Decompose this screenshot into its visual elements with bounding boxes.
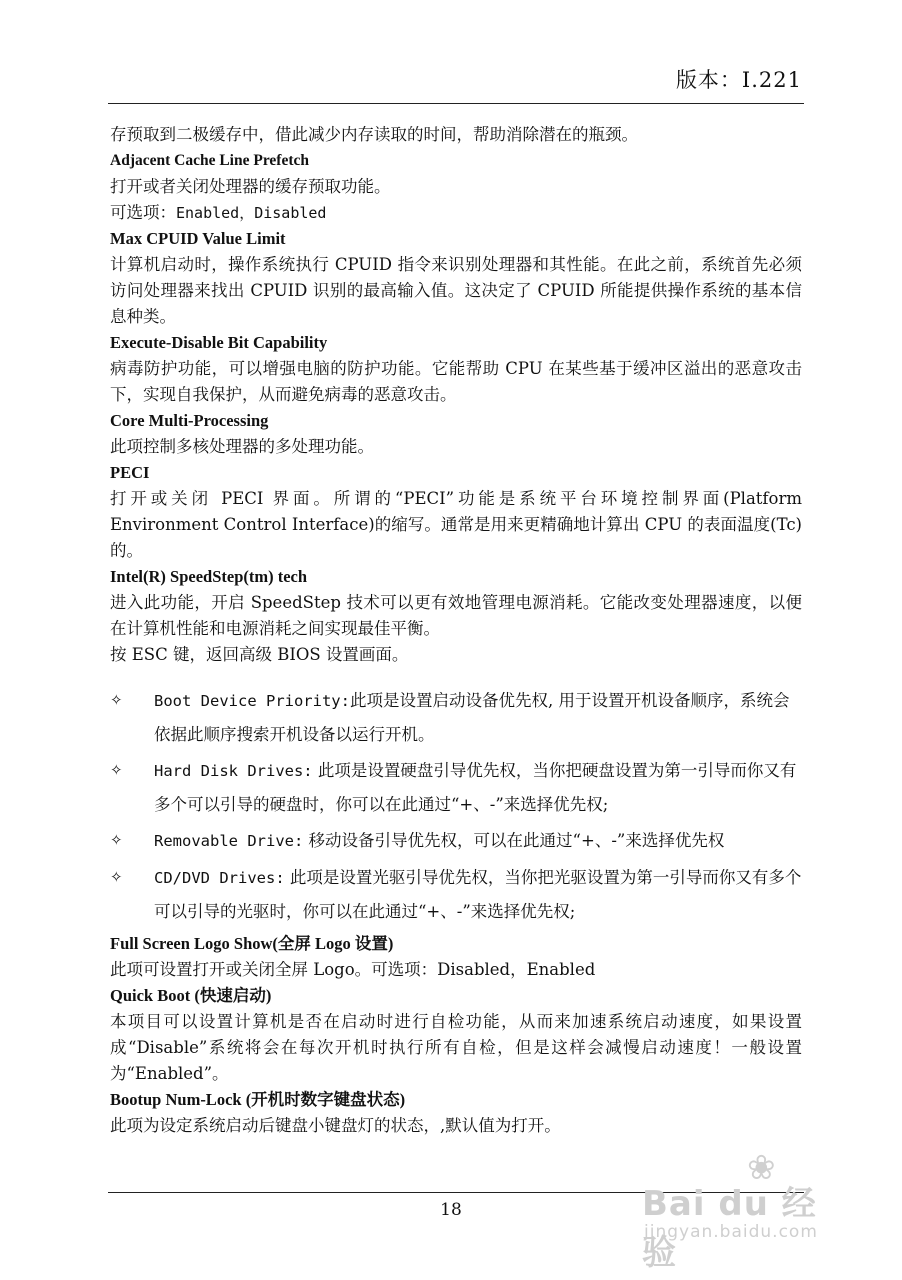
section-heading: Bootup Num-Lock (开机时数字键盘状态) (110, 1090, 406, 1109)
section-heading: Max CPUID Value Limit (110, 229, 286, 248)
paragraph: 本项目可以设置计算机是否在启动时进行自检功能，从而来加速系统启动速度，如果设置成“Disable”系统将会在每次开机时执行所有自检，但是这样会减慢启动速度！一般设置为“Enabled”。 (110, 1012, 802, 1083)
bullet-description: 移动设备引导优先权，可以在此通过“+、-”来选择优先权 (303, 831, 725, 850)
section-heading: Core Multi-Processing (110, 411, 269, 430)
watermark (642, 1148, 842, 1273)
paragraph: 此项为设定系统启动后键盘小键盘灯的状态，,默认值为打开。 (110, 1116, 561, 1135)
bullet-item (110, 754, 802, 821)
options-values: Enabled，Disabled (176, 204, 327, 222)
paragraph: 按 ESC 键，返回高级 BIOS 设置画面。 (110, 645, 409, 664)
bullet-term: Hard Disk Drives: (154, 762, 313, 780)
section-heading: PECI (110, 463, 150, 482)
paragraph: 进入此功能，开启 SpeedStep 技术可以更有效地管理电源消耗。它能改变处理器速度，以便在计算机性能和电源消耗之间实现最佳平衡。 (110, 593, 802, 638)
diamond-bullet-icon: ✧ (110, 831, 123, 849)
options-prefix: 可选项： (110, 203, 176, 222)
options-line (110, 200, 802, 226)
section-heading: Execute-Disable Bit Capability (110, 333, 328, 352)
bullet-term: Removable Drive: (154, 832, 304, 850)
bullet-description: 此项是设置光驱引导优先权，当你把光驱设置为第一引导而你又有多个可以引导的光驱时，你可以在此通过“+、-”来选择优先权; (154, 868, 802, 921)
bullet-description: 此项是设置硬盘引导优先权，当你把硬盘设置为第一引导而你又有多个可以引导的硬盘时，你可以在此通过“+、-”来选择优先权; (154, 761, 797, 814)
paragraph: 此项可设置打开或关闭全屏 Logo。可选项：Disabled，Enabled (110, 960, 596, 979)
paragraph: 打开或者关闭处理器的缓存预取功能。 (110, 177, 391, 196)
bullet-item (110, 684, 802, 751)
paragraph: 此项控制多核处理器的多处理功能。 (110, 437, 374, 456)
paw-icon: ❀ (747, 1148, 776, 1188)
diamond-bullet-icon: ✧ (110, 691, 123, 709)
paragraph: 存预取到二极缓存中，借此减少内存读取的时间，帮助消除潜在的瓶颈。 (110, 125, 638, 144)
watermark-url: jingyan.baidu.com (644, 1222, 818, 1242)
section-spacer (110, 668, 802, 684)
paragraph: 病毒防护功能，可以增强电脑的防护功能。它能帮助 CPU 在某些基于缓冲区溢出的恶意攻击下，实现自我保护，从而避免病毒的恶意攻击。 (110, 359, 802, 404)
bullet-term: CD/DVD Drives: (154, 869, 285, 887)
header-rule (108, 103, 804, 104)
page-number: 18 (440, 1200, 462, 1220)
bullet-term: Boot Device Priority: (154, 692, 350, 710)
paragraph: 计算机启动时，操作系统执行 CPUID 指令来识别处理器和其性能。在此之前，系统首先必须访问处理器来找出 CPUID 识别的最高输入值。这决定了 CPUID 所能提供操作系统的基本信息种类。 (110, 255, 802, 326)
section-heading: Quick Boot (快速启动) (110, 986, 272, 1005)
bullet-item (110, 861, 802, 928)
section-heading: Adjacent Cache Line Prefetch (110, 152, 310, 169)
document-body (110, 122, 802, 1139)
section-heading: Intel(R) SpeedStep(tm) tech (110, 567, 308, 586)
paragraph: 打开或关闭 PECI 界面。所谓的“PECI”功能是系统平台环境控制界面(Platform Environment Control Interface)的缩写。通常是用来更精确地计算出 CPU 的表面温度(Tc)的。 (110, 489, 802, 560)
diamond-bullet-icon: ✧ (110, 761, 123, 779)
version-label: 版本：I.221 (675, 68, 802, 92)
section-heading: Full Screen Logo Show(全屏 Logo 设置) (110, 934, 394, 953)
bullet-description: 此项是设置启动设备优先权, 用于设置开机设备顺序，系统会依据此顺序搜索开机设备以运行开机。 (154, 691, 790, 744)
watermark-brand: Bai du 经验 (642, 1184, 817, 1273)
diamond-bullet-icon: ✧ (110, 868, 123, 886)
bullet-item (110, 824, 802, 858)
